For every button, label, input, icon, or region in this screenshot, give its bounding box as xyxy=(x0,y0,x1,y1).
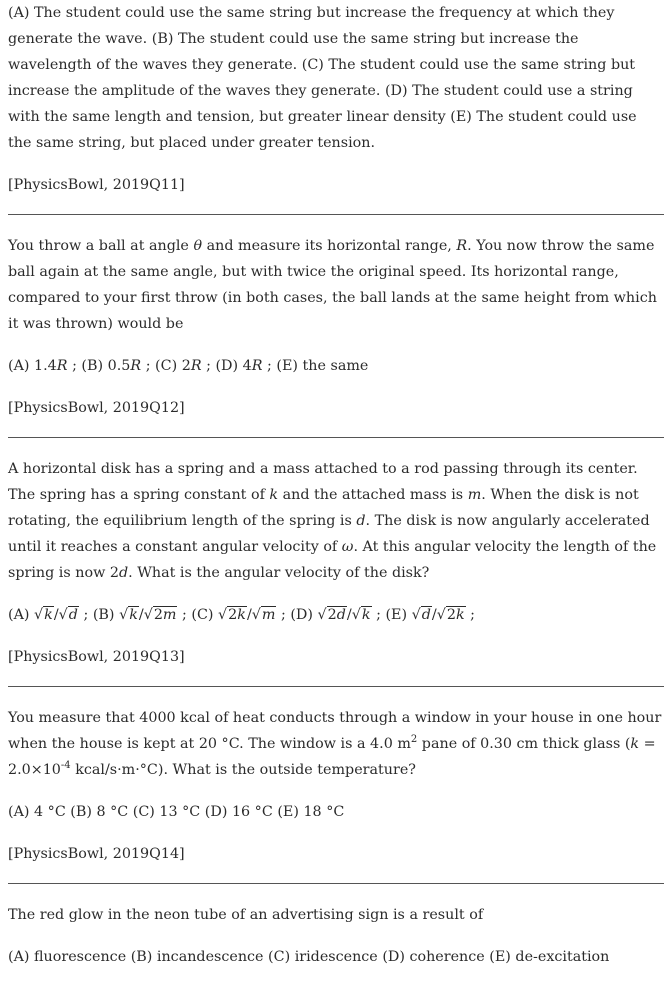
source-citation: [PhysicsBowl, 2019Q14] xyxy=(8,846,185,862)
answer-choices: (A) fluorescence (B) incandescence (C) iridescence (D) coherence (E) de-excitation xyxy=(8,949,610,965)
question-block-15 xyxy=(8,902,664,970)
source-citation: [PhysicsBowl, 2019Q11] xyxy=(8,177,185,193)
question-block-14 xyxy=(8,705,664,883)
question-text: The red glow in the neon tube of an advertising sign is a result of xyxy=(8,907,484,923)
answer-choices: (A) The student could use the same string but increase the frequency at which they generate the wave. (B) The student could use the same string but increase the wavelength of the waves they generate. (C) The student could use the same string but increase the amplitude of the waves they generate. (D) The student could use a string with the same length and tension, but greater linear density (E) The student could use the same string, but placed under greater tension. xyxy=(8,5,637,151)
source-citation: [PhysicsBowl, 2019Q12] xyxy=(8,400,185,416)
question-block-12 xyxy=(8,233,664,437)
answer-choices: (A) 4 °C (B) 8 °C (C) 13 °C (D) 16 °C (E) 18 °C xyxy=(8,804,345,820)
question-block-11 xyxy=(8,0,664,214)
answer-choices: (A) √k/√d ; (B) √k/√2m ; (C) √2k/√m ; (D) √2d/√k ; (E) √d/√2k ; xyxy=(8,607,475,623)
answer-choices: (A) 1.4R ; (B) 0.5R ; (C) 2R ; (D) 4R ; (E) the same xyxy=(8,358,369,374)
question-block-13 xyxy=(8,456,664,686)
question-text: A horizontal disk has a spring and a mass attached to a rod passing through its center. The spring has a spring constant of k and the attached mass is m. When the disk is not rotating, the equilibrium length of the spring is d. The disk is now angularly accelerated until it reaches a constant angular velocity of ω. At this angular velocity the length of the spring is now 2d. What is the angular velocity of the disk? xyxy=(8,461,657,581)
question-text: You measure that 4000 kcal of heat conducts through a window in your house in one hour when the house is kept at 20 °C. The window is a 4.0 $m^2$ pane of 0.30 cm thick glass ($k = 2.0\times 10^{-4}$ kcal/s·m·°C). What is the outside temperature? xyxy=(8,710,662,778)
math-theta: θ xyxy=(193,238,203,254)
question-text: You throw a ball at angle θ and measure its horizontal range, R. You now throw the same ball again at the same angle, but with twice the original speed. Its horizontal range, compared to your first throw (in both cases, the ball lands at the same height from which it was thrown) would be xyxy=(8,238,657,332)
source-citation: [PhysicsBowl, 2019Q13] xyxy=(8,649,185,665)
